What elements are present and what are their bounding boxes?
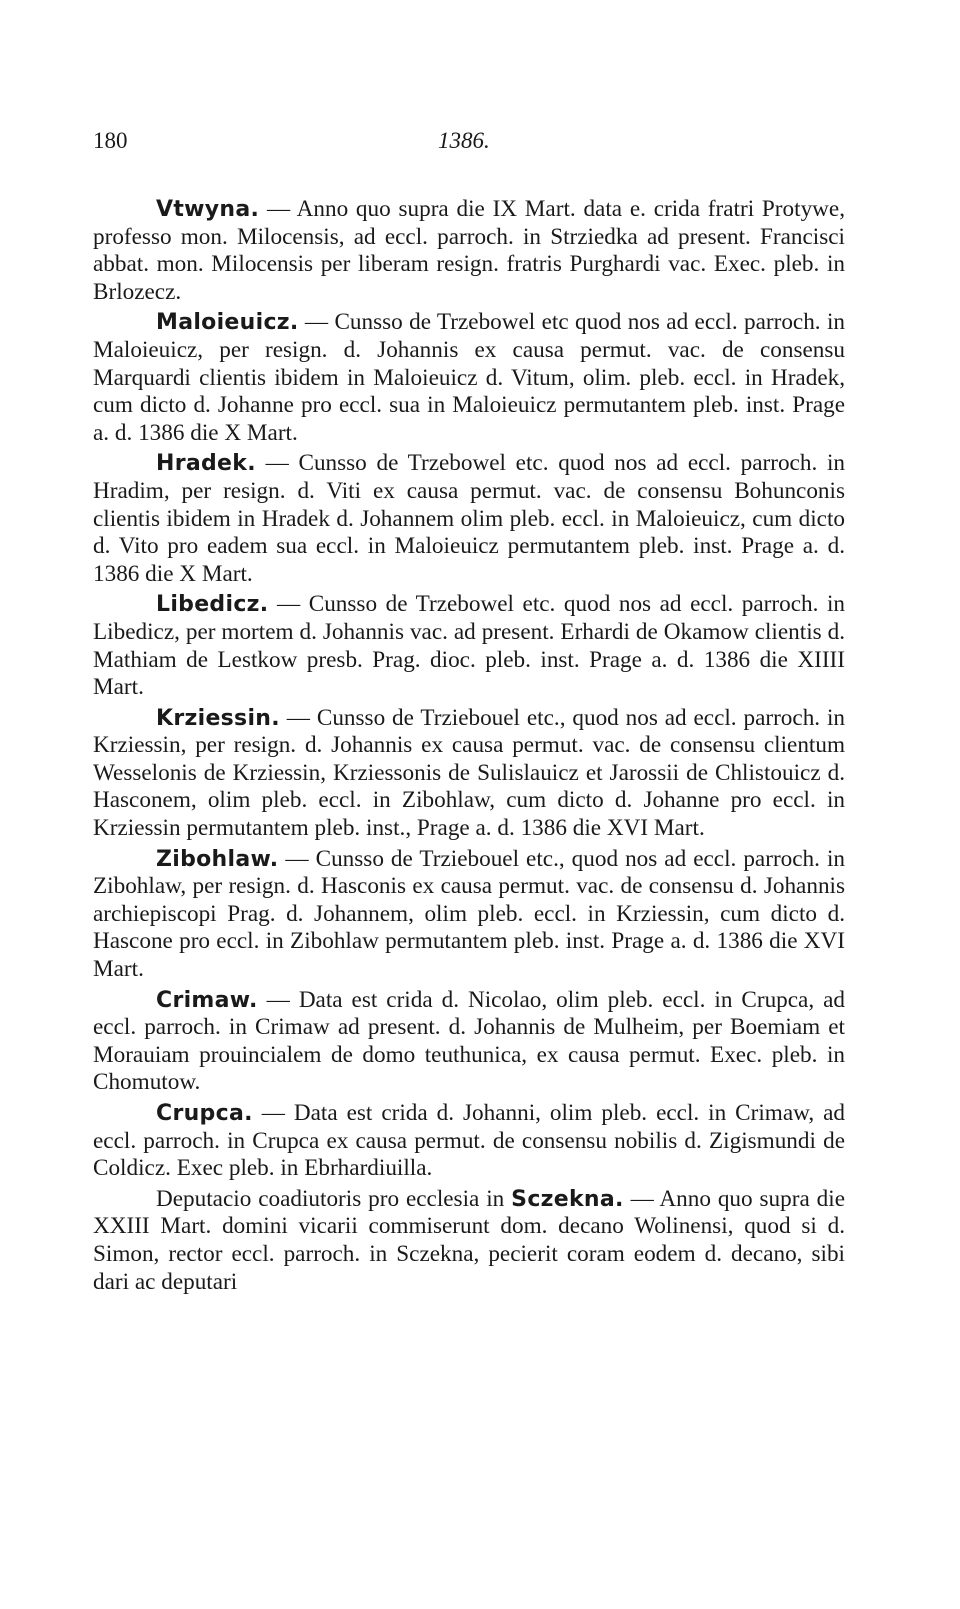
entry-text: — Cunsso de Trziebouel etc., quod nos ad eccl. parroch. in Zibohlaw, per resign. d. Hasconis ex causa permut. vac. de consensu d. Johannis archiepiscopi Prag. d. Johannem, olim pleb. eccl. in Krziessin, cum dicto d. Hascone pro eccl. in Zibohlaw permutantem pleb. inst. Prage a. d. 1386 die XVI Mart. <box>93 845 845 983</box>
entry-hradek <box>93 450 845 588</box>
place-name: Sczekna. <box>511 1186 624 1212</box>
entry-text: — Cunsso de Trzebowel etc. quod nos ad eccl. parroch. in Libedicz, per mortem d. Johannis vac. ad present. Erhardi de Okamow clientis d. Mathiam de Lestkow presb. Prag. dioc. pleb. inst. Prage a. d. 1386 die XIIII Mart. <box>93 591 845 701</box>
place-name: Vtwyna. <box>156 197 260 222</box>
entry-maloieuicz <box>93 309 845 447</box>
document-page <box>93 128 845 1299</box>
page-number: 180 <box>93 128 128 153</box>
place-name: Crimaw. <box>156 987 258 1013</box>
entry-text: — Cunsso de Trzebowel etc quod nos ad eccl. parroch. in Maloieuicz, per resign. d. Johannis ex causa permut. vac. de consensu Marquardi clientis ibidem in Maloieuicz d. Vitum, olim. pleb. eccl. in Hradek, cum dicto d. Johanne pro eccl. sua in Maloieuicz permutantem pleb. inst. Prage a. d. 1386 die X Mart. <box>93 309 845 446</box>
entry-text: — Cunsso de Trzebowel etc. quod nos ad eccl. parroch. in Hradim, per resign. d. Viti ex causa permut. vac. de consensu Bohunconis clientis ibidem in Hradek d. Johannem olim pleb. eccl. in Maloieuicz, cum dicto d. Vito pro eadem sua eccl. in Maloieuicz permutantem pleb. inst. Prage a. d. 1386 die X Mart. <box>93 450 845 587</box>
entry-text: — Anno quo supra die XXIII Mart. domini vicarii commiserunt dom. decano Wolinensi, quod si d. Simon, rector eccl. parroch. in Sczekna, pecierit coram eodem d. decano, sibi dari ac deputari <box>93 1185 845 1295</box>
document-body <box>93 196 845 1296</box>
entry-text: — Data est crida d. Johanni, olim pleb. eccl. in Crimaw, ad eccl. parroch. in Crupca ex causa permut. de consensu nobilis d. Zigismundi de Coldicz. Exec pleb. in Ebrhardiuilla. <box>93 1100 845 1182</box>
place-name: Zibohlaw. <box>156 846 279 872</box>
place-name: Hradek. <box>156 451 256 477</box>
running-header <box>93 128 845 162</box>
entry-vtwyna <box>93 196 845 306</box>
entry-text: — Cunsso de Trziebouel etc., quod nos ad eccl. parroch. in Krziessin, per resign. d. Johannis ex causa permut. vac. de consensu clientum Wesselonis de Krziessin, Krziessonis de Sulislauicz et Jarossii de Chlistouicz d. Hasconem, olim pleb. eccl. in Zibohlaw, cum dicto d. Johanne pro eccl. in Krziessin permutantem pleb. inst., Prage a. d. 1386 die XVI Mart. <box>93 704 845 842</box>
place-name: Libedicz. <box>156 592 269 618</box>
place-name: Crupca. <box>156 1101 253 1126</box>
entry-prefix: Deputacio coadiutoris pro ecclesia in <box>156 1185 512 1212</box>
entry-crimaw <box>93 987 845 1097</box>
entry-zibohlaw <box>93 846 845 984</box>
entry-crupca <box>93 1100 845 1183</box>
entry-text: — Data est crida d. Nicolao, olim pleb. eccl. in Crupca, ad eccl. parroch. in Crimaw ad present. d. Johannis de Mulheim, per Boemiam et Morauiam prouincialem de domo teuthunica, ex causa permut. Exec. pleb. in Chomutow. <box>93 986 845 1096</box>
entry-sczekna <box>93 1186 845 1296</box>
entry-libedicz <box>93 591 845 701</box>
running-head-year: 1386. <box>438 128 490 153</box>
place-name: Krziessin. <box>156 705 280 731</box>
entry-text: — Anno quo supra die IX Mart. data e. crida fratri Protywe, professo mon. Milocensis, ad eccl. parroch. in Strziedka ad present. Francisci abbat. mon. Milocensis per liberam resign. fratris Purghardi vac. Exec. pleb. in Brlozecz. <box>93 196 845 305</box>
entry-krziessin <box>93 705 845 843</box>
place-name: Maloieuicz. <box>156 310 299 336</box>
